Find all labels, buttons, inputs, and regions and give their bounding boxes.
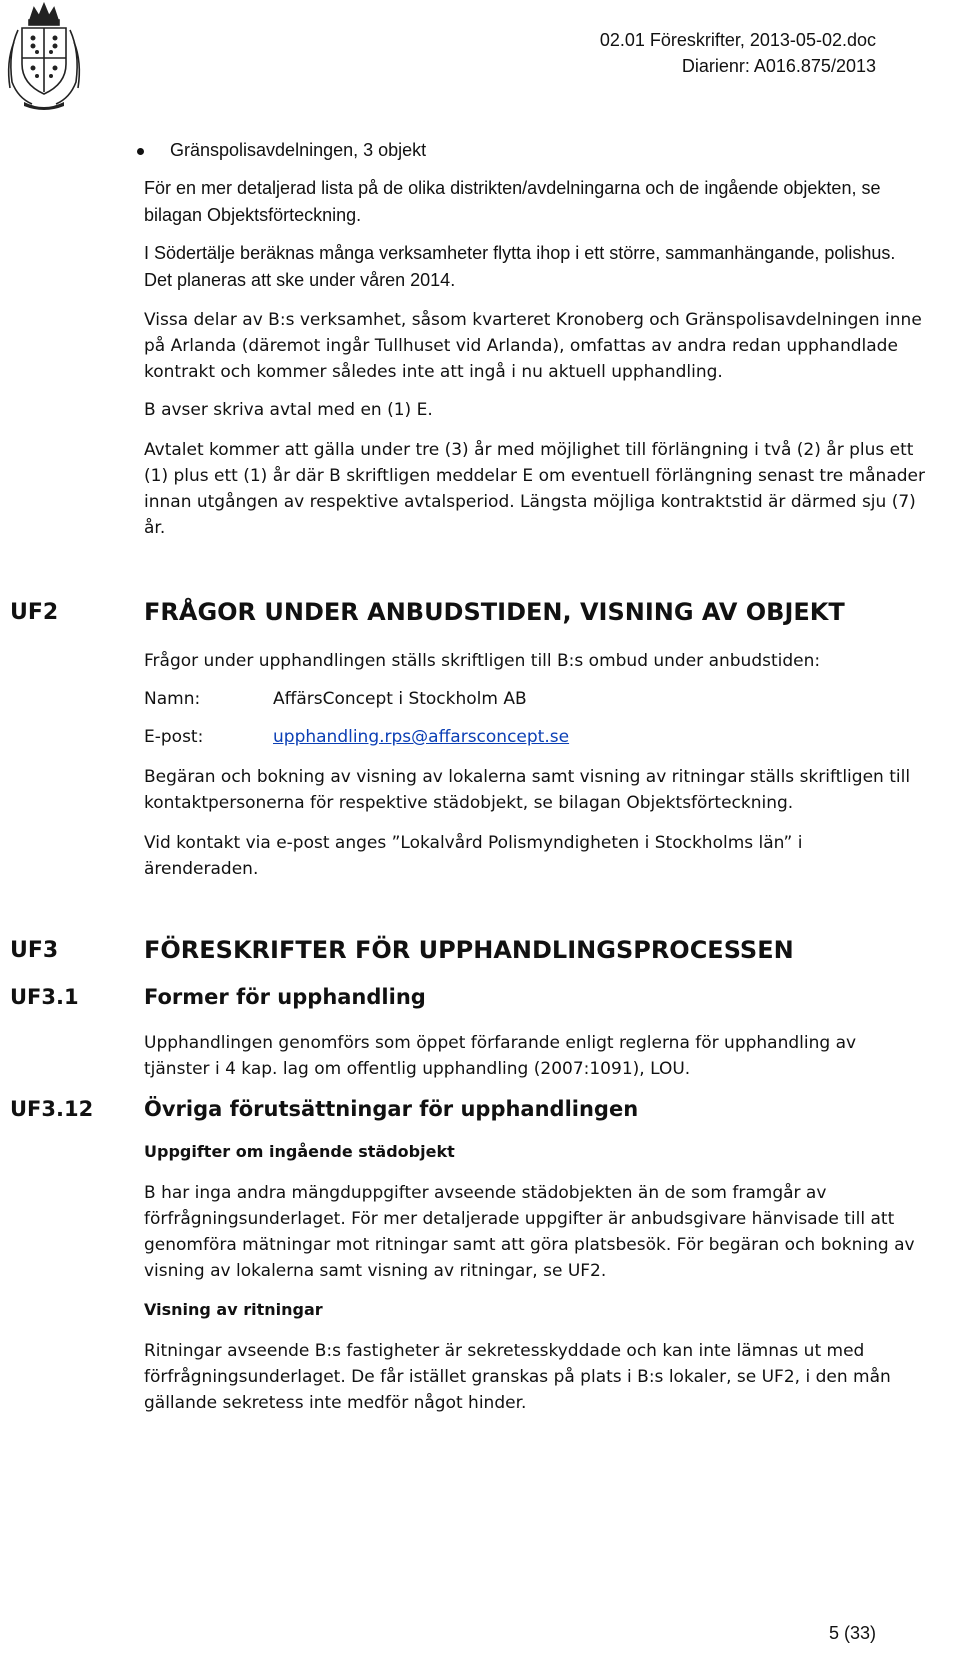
paragraph-cleaning-objects: B har inga andra mängduppgifter avseende städobjekten än de som framgår av förfrågningsunderlaget. För mer detaljerade uppgifter är anbudsgivare hänvisade till att genomföra mätningar mot ritningar samt att göra platsbesök. För begäran och bokning av visning av lokalerna samt visning av ritningar, se UF2. [144, 1183, 915, 1281]
document-filename: 02.01 Föreskrifter, 2013-05-02.doc [599, 30, 876, 50]
subheading-drawings: Visning av ritningar [144, 1300, 323, 1319]
page-number: 5 (33) [828, 1623, 876, 1643]
paragraph-viewing-booking: Begäran och bokning av visning av lokalerna samt visning av ritningar ställs skriftligen till kontaktpersonerna för respektive städobjekt, se bilagan Objektsförteckning. [144, 767, 911, 813]
paragraph-object-list: För en mer detaljerad lista på de olika distrikten/avdelningarna och de ingående objekten, se bilagan Objektsförteckning. [144, 178, 881, 225]
section-title-uf2: FRÅGOR UNDER ANBUDSTIDEN, VISNING AV OBJEKT [144, 598, 845, 626]
name-value: AffärsConcept i Stockholm AB [273, 689, 527, 709]
paragraph-exclusions: Vissa delar av B:s verksamhet, såsom kvarteret Kronoberg och Gränspolisavdelningen inne på Arlanda (däremot ingår Tullhuset vid Arlanda), omfattas av andra redan upphandlade kontrakt och kommer således inte att ingå i nu aktuell upphandling. [144, 310, 922, 382]
bullet-text: Gränspolisavdelningen, 3 objekt [170, 140, 427, 160]
bullet-list-item [137, 137, 426, 164]
name-label: Namn: [144, 689, 201, 709]
email-link[interactable]: upphandling.rps@affarsconcept.se [273, 727, 570, 747]
bullet-dot [137, 148, 144, 155]
coat-of-arms-icon [4, 2, 84, 112]
section-code-uf3: UF3 [10, 938, 59, 963]
section-code-uf2: UF2 [10, 600, 59, 625]
section-title-uf3-12: Övriga förutsättningar för upphandlingen [144, 1097, 639, 1121]
paragraph-questions: Frågor under upphandlingen ställs skriftligen till B:s ombud under anbudstiden: [144, 651, 821, 671]
section-code-uf3-1: UF3.1 [10, 985, 79, 1009]
paragraph-contract-duration: Avtalet kommer att gälla under tre (3) år med möjlighet till förlängning i två (2) år plus ett (1) plus ett (1) år där B skriftligen meddelar E om eventuell förlängning senast tre månader innan utgången av respektive avtalsperiod. Längsta möjliga kontraktstid är därmed sju (7) år. [144, 440, 925, 538]
section-code-uf3-12: UF3.12 [10, 1097, 94, 1121]
section-title-uf3: FÖRESKRIFTER FÖR UPPHANDLINGSPROCESSEN [144, 936, 794, 964]
email-label: E-post: [144, 727, 204, 747]
paragraph-sodertalje: I Södertälje beräknas många verksamheter flytta ihop i ett större, sammanhängande, polishus. Det planeras att ske under våren 2014. [144, 243, 896, 290]
paragraph-procurement-form: Upphandlingen genomförs som öppet förfarande enligt reglerna för upphandling av tjänster i 4 kap. lag om offentlig upphandling (2007:1091), LOU. [144, 1033, 857, 1079]
document-header [600, 27, 876, 79]
paragraph-one-supplier: B avser skriva avtal med en (1) E. [144, 400, 433, 420]
paragraph-email-subject: Vid kontakt via e-post anges ”Lokalvård Polismyndigheten i Stockholms län” i ärenderaden. [144, 833, 803, 879]
subheading-cleaning-objects: Uppgifter om ingående städobjekt [144, 1142, 455, 1161]
section-title-uf3-1: Former för upphandling [144, 985, 426, 1009]
diary-number: Diarienr: A016.875/2013 [681, 56, 876, 76]
paragraph-drawings: Ritningar avseende B:s fastigheter är sekretesskyddade och kan inte lämnas ut med förfrågningsunderlaget. De får istället granskas på plats i B:s lokaler, se UF2, i den mån gällande sekretess inte medför något hinder. [144, 1341, 891, 1413]
